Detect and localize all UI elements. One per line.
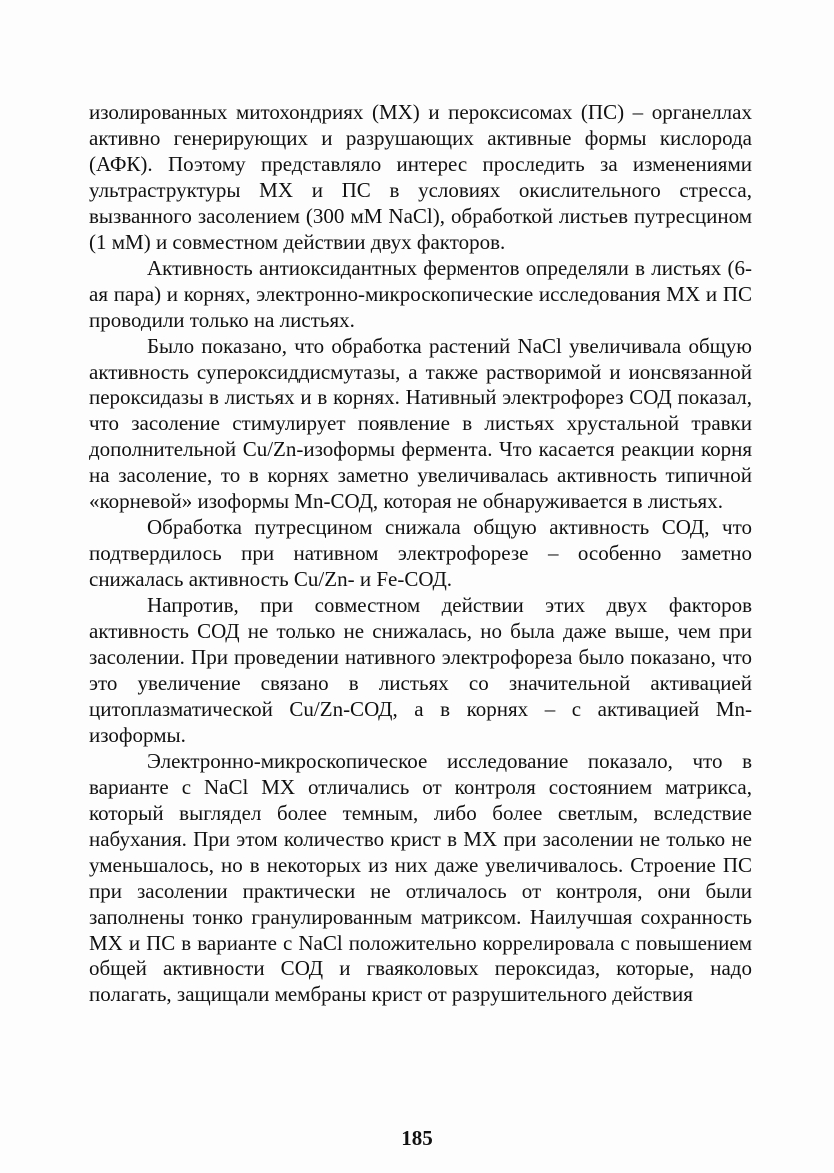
body-text bbox=[89, 100, 752, 1008]
paragraph-6: Электронно-микроскопическое исследование показало, что в варианте с NaCl МХ отличались от контроля состоянием матрикса, который выглядел более темным, либо более светлым, вследствие набухания. При этом количество крист в МХ при засолении не только не уменьшалось, но в некоторых из них даже увеличивалось. Строение ПС при засолении практически не отличалось от контроля, они были заполнены тонко гранулированным матриксом. Наилучшая сохранность МХ и ПС в варианте с NaCl положительно коррелировала с повышением общей активности СОД и гваяколовых пероксидаз, которые, надо полагать, защищали мембраны крист от разрушительного действия bbox=[89, 748, 752, 1007]
paragraph-2: Активность антиоксидантных ферментов определяли в листьях (6-ая пара) и корнях, электронно-микроскопические исследования МХ и ПС проводили только на листьях. bbox=[89, 255, 752, 332]
paragraph-5: Напротив, при совместном действии этих двух факторов активность СОД не только не снижалась, но была даже выше, чем при засолении. При проведении нативного электрофореза было показано, что это увеличение связано в листьях со значительной активацией цитоплазматической Cu/Zn-СОД, а в корнях – с активацией Mn-изоформы. bbox=[89, 593, 752, 747]
paragraph-4: Обработка путресцином снижала общую активность СОД, что подтвердилось при нативном электрофорезе – особенно заметно снижалась активность Cu/Zn- и Fe-СОД. bbox=[89, 515, 752, 592]
paragraph-3: Было показано, что обработка растений NaCl увеличивала общую активность супероксиддисмутазы, а также растворимой и ионсвязанной пероксидазы в листьях и в корнях. Нативный электрофорез СОД показал, что засоление стимулирует появление в листьях хрустальной травки дополнительной Cu/Zn-изоформы фермента. Что касается реакции корня на засоление, то в корнях заметно увеличивалась активность типичной «корневой» изоформы Mn-СОД, которая не обнаруживается в листьях. bbox=[89, 333, 752, 514]
page-number: 185 bbox=[401, 1126, 433, 1150]
paragraph-1: изолированных митохондриях (МХ) и пероксисомах (ПС) – органеллах активно генерирующих и разрушающих активные формы кислорода (АФК). Поэтому представляло интерес проследить за изменениями ультраструктуры МХ и ПС в условиях окислительного стресса, вызванного засолением (300 мМ NaCl), обработкой листьев путресцином (1 мМ) и совместном действии двух факторов. bbox=[89, 100, 752, 254]
